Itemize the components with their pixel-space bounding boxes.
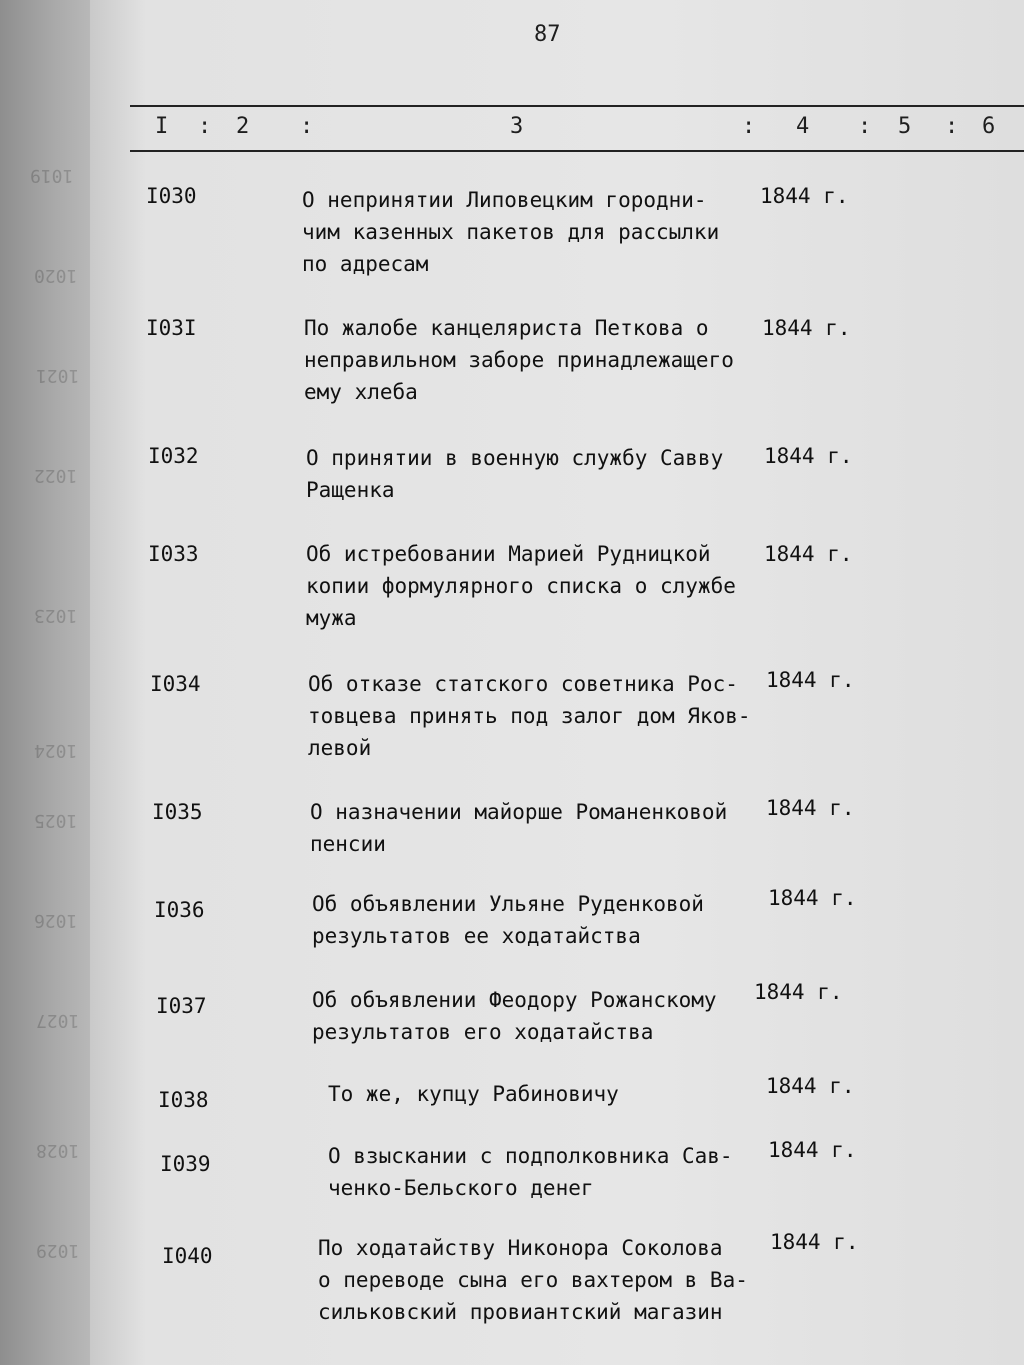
row-title (306, 538, 776, 634)
row-title-line: О взыскании с подполковника Сав- (328, 1144, 733, 1168)
column-separator: : (945, 114, 959, 139)
bleed-through-text: 1024 (34, 740, 78, 761)
row-year: 1844 г. (768, 1138, 857, 1162)
bleed-through-text: 1021 (36, 365, 80, 386)
row-title-line: пенсии (310, 832, 386, 856)
column-header-3: 3 (510, 114, 524, 139)
column-separator: : (858, 114, 872, 139)
row-number: I034 (150, 672, 201, 696)
bleed-through-text: 1027 (36, 1010, 80, 1031)
row-title (312, 888, 782, 952)
row-number: I040 (162, 1244, 213, 1268)
bleed-through-text: 1025 (34, 810, 78, 831)
column-separator: : (742, 114, 756, 139)
row-title-line: товцева принять под залог дом Яков- (308, 704, 751, 728)
column-header-2: 2 (236, 114, 250, 139)
row-title-line: чим казенных пакетов для рассылки (302, 220, 720, 244)
row-number: I033 (148, 542, 199, 566)
row-title (304, 312, 774, 408)
column-separator: : (300, 114, 314, 139)
bleed-through-text: 1029 (36, 1240, 80, 1261)
row-title-line: Об объявлении Феодору Рожанскому (312, 988, 717, 1012)
row-title-line: По жалобе канцеляриста Петкова о (304, 316, 709, 340)
column-header-6: 6 (982, 114, 996, 139)
previous-page-edge (0, 0, 90, 1365)
column-separator: : (198, 114, 212, 139)
row-title-line: о переводе сына его вахтером в Ва- (318, 1268, 748, 1292)
bleed-through-text: 1022 (34, 465, 78, 486)
row-title-line: сильковский провиантский магазин (318, 1300, 723, 1324)
column-header-1: I (155, 114, 169, 139)
row-title (328, 1140, 798, 1204)
row-title-line: О принятии в военную службу Савву (306, 446, 724, 470)
row-year: 1844 г. (764, 444, 853, 468)
row-number: I032 (148, 444, 199, 468)
row-title-line: О непринятии Липовецким городни- (302, 188, 707, 212)
row-title-line: Ращенка (306, 478, 395, 502)
row-title-line: То же, купцу Рабиновичу (328, 1082, 619, 1106)
row-title-line: результатов его ходатайства (312, 1020, 654, 1044)
row-title-line: мужа (306, 606, 357, 630)
row-number: I030 (146, 184, 197, 208)
row-year: 1844 г. (770, 1230, 859, 1254)
row-year: 1844 г. (762, 316, 851, 340)
row-title (318, 1232, 788, 1328)
bleed-through-text: 1026 (34, 910, 78, 931)
row-title-line: левой (308, 736, 372, 760)
row-year: 1844 г. (766, 1074, 855, 1098)
header-rule-bottom (130, 150, 1024, 152)
row-title-line: ему хлеба (304, 380, 418, 404)
row-title (308, 668, 778, 764)
column-header-5: 5 (898, 114, 912, 139)
row-year: 1844 г. (768, 886, 857, 910)
row-title-line: Об объявлении Ульяне Руденковой (312, 892, 704, 916)
row-year: 1844 г. (754, 980, 843, 1004)
row-title-line: Об истребовании Марией Рудницкой (306, 542, 711, 566)
row-number: I039 (160, 1152, 211, 1176)
row-number: I036 (154, 898, 205, 922)
row-number: I038 (158, 1088, 209, 1112)
row-title (306, 442, 776, 506)
page-number: 87 (534, 22, 561, 47)
bleed-through-text: 1028 (36, 1140, 80, 1161)
row-number: I03I (146, 316, 197, 340)
row-title (312, 984, 782, 1048)
row-title-line: по адресам (302, 252, 429, 276)
row-title-line: Об отказе статского советника Рос- (308, 672, 738, 696)
row-title-line: ченко-Бельского денег (328, 1176, 594, 1200)
column-header-4: 4 (796, 114, 810, 139)
row-number: I037 (156, 994, 207, 1018)
bleed-through-text: 1020 (34, 265, 78, 286)
row-title (310, 796, 780, 860)
bleed-through-text: 1023 (34, 605, 78, 626)
row-title (328, 1078, 798, 1110)
header-rule-top (130, 105, 1024, 107)
row-number: I035 (152, 800, 203, 824)
row-title-line: По ходатайству Никонора Соколова (318, 1236, 723, 1260)
row-title-line: копии формулярного списка о службе (306, 574, 736, 598)
row-year: 1844 г. (766, 668, 855, 692)
row-title-line: О назначении майорше Романенковой (310, 800, 728, 824)
row-title-line: неправильном заборе принадлежащего (304, 348, 734, 372)
row-year: 1844 г. (760, 184, 849, 208)
row-title (302, 184, 772, 280)
bleed-through-text: 1019 (30, 165, 74, 186)
row-year: 1844 г. (766, 796, 855, 820)
row-year: 1844 г. (764, 542, 853, 566)
row-title-line: результатов ее ходатайства (312, 924, 641, 948)
